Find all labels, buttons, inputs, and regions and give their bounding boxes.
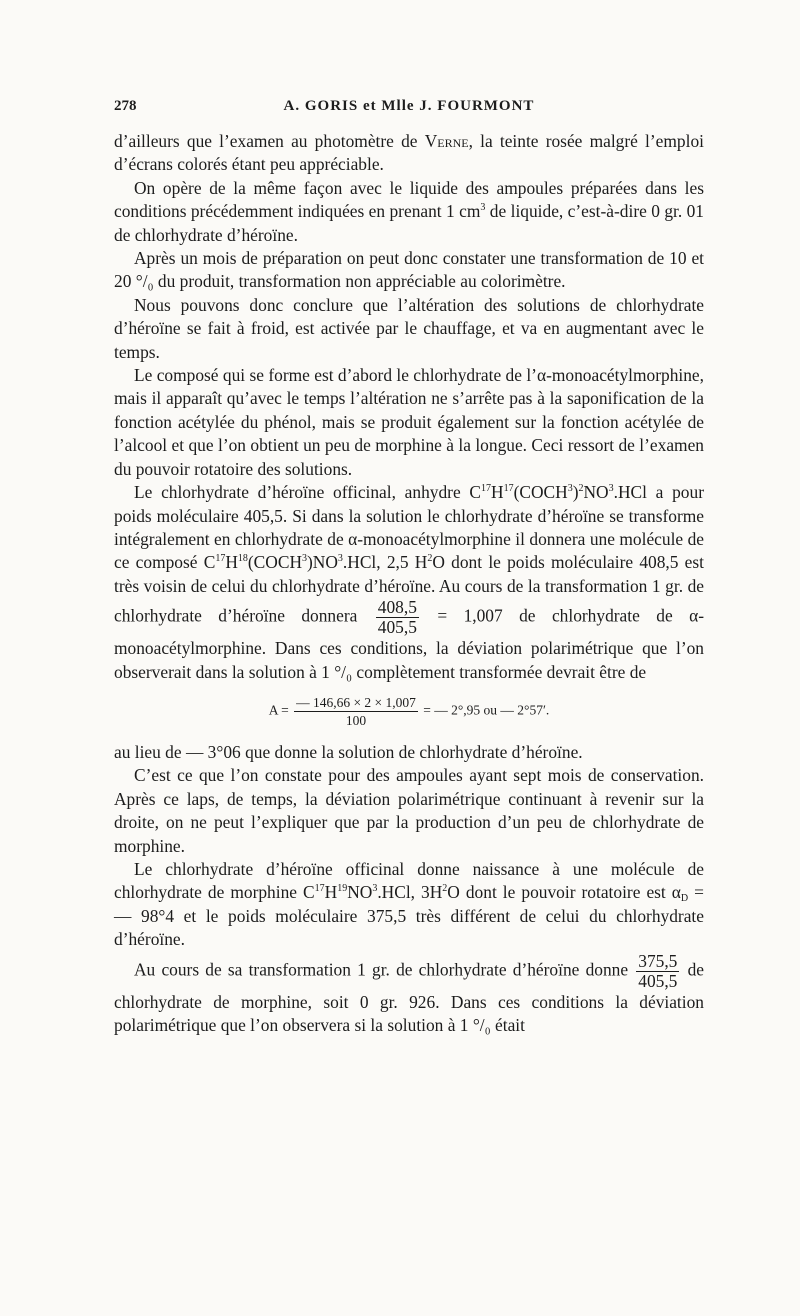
equation-deviation: A = $\frac{— 146,66 \times 2 \times 1,007}{100}$ = — 2°,95 ou — 2°57′.: [268, 694, 550, 728]
page-number: 278: [114, 98, 137, 114]
fraction-morphine-ratio: $\frac{375,5}{405,5}$: [638, 950, 678, 991]
running-head: A. GORIS et Mlle J. FOURMONT: [283, 98, 535, 114]
paragraph-1: d’ailleurs que l’examen au photomètre de Verne, la teinte rosée malgré l’emploi d’écrans colorés étant peu appréciable.: [114, 131, 704, 175]
paragraph-5: Le composé qui se forme est d’abord le chlorhydrate de l’α-monoacétylmorphine, mais il apparaît qu’avec le temps l’altération ne s’arrête pas à la saponification de la fonction acétylée du phénol, mais se produit également sur la fonction acétylée de l’alcool et que l’on obtient un peu de morphine à la longue. Ceci ressort de l’examen du pouvoir rotatoire des solutions.: [114, 365, 704, 479]
fraction-heroin-ratio: $\frac{408,5}{405,5}$: [377, 597, 417, 638]
paragraph-2: On opère de la même façon avec le liquide des ampoules préparées dans les conditions précédemment indiquées en prenant 1 $cm^3$ de liquide, c’est-à-dire 0 gr. 01 de chlorhydrate d’héroïne.: [114, 177, 704, 245]
paragraph-3: Après un mois de préparation on peut donc constater une transformation de 10 et 20 °/₀ du produit, transformation non appréciable au colorimètre.: [114, 248, 704, 292]
author-name: Verne: [424, 131, 469, 151]
paragraph-10: Au cours de sa transformation 1 gr. de chlorhydrate d’héroïne donne $\frac{375,5}{405,5}$ de chlorhydrate de morphine, soit 0 gr. 926. Dans ces conditions la déviation polarimétrique que l’on observera si la solution à 1 °/₀ était: [114, 950, 704, 1035]
body-text: [114, 130, 704, 1037]
paragraph-9: Le chlorhydrate d’héroïne officinal donne naissance à une molécule de chlorhydrate de morphine $C^{17}H^{19}NO^3.HCl$, $3H^2O$ dont le pouvoir rotatoire est $\alpha_D$ = — 98°4 et le poids moléculaire 375,5 très différent de celui du chlorhydrate d’héroïne.: [114, 858, 704, 950]
paragraph-8: C’est ce que l’on constate pour des ampoules ayant sept mois de conservation. Après ce laps, de temps, la déviation polarimétrique continuant à revenir sur la droite, on ne peut l’expliquer que par la production d’un peu de chlorhydrate de morphine.: [114, 765, 704, 856]
paragraph-6: Le chlorhydrate d’héroïne officinal, anhydre $C^{17}H^{17}(COCH^3)^2NO^3.HCl$ a pour poids moléculaire 405,5. Si dans la solution le chlorhydrate d’héroïne se transforme intégralement en chlorhydrate de α-monoacétylmorphine il donnera une molécule de ce composé $C^{17}H^{18}(COCH^3)NO^3.HCl$, 2,5 $H^2O$ dont le poids moléculaire 408,5 est très voisin de celui du chlorhydrate d’héroïne. Au cours de la transformation 1 gr. de chlorhydrate d’héroïne donnera $\frac{408,5}{405,5}$ = 1,007 de chlorhydrate de α-monoacétylmorphine. Dans ces conditions, la déviation polarimétrique que l’on observerait dans la solution à 1 °/₀ complètement transformée devrait être de: [114, 482, 704, 682]
paragraph-7: au lieu de — 3°06 que donne la solution de chlorhydrate d’héroïne.: [114, 741, 583, 762]
page: [114, 90, 704, 1037]
page-header: [114, 90, 704, 120]
paragraph-4: Nous pouvons donc conclure que l’altération des solutions de chlorhydrate d’héroïne se fait à froid, est activée par le chauffage, et va en augmentant avec le temps.: [114, 294, 704, 362]
